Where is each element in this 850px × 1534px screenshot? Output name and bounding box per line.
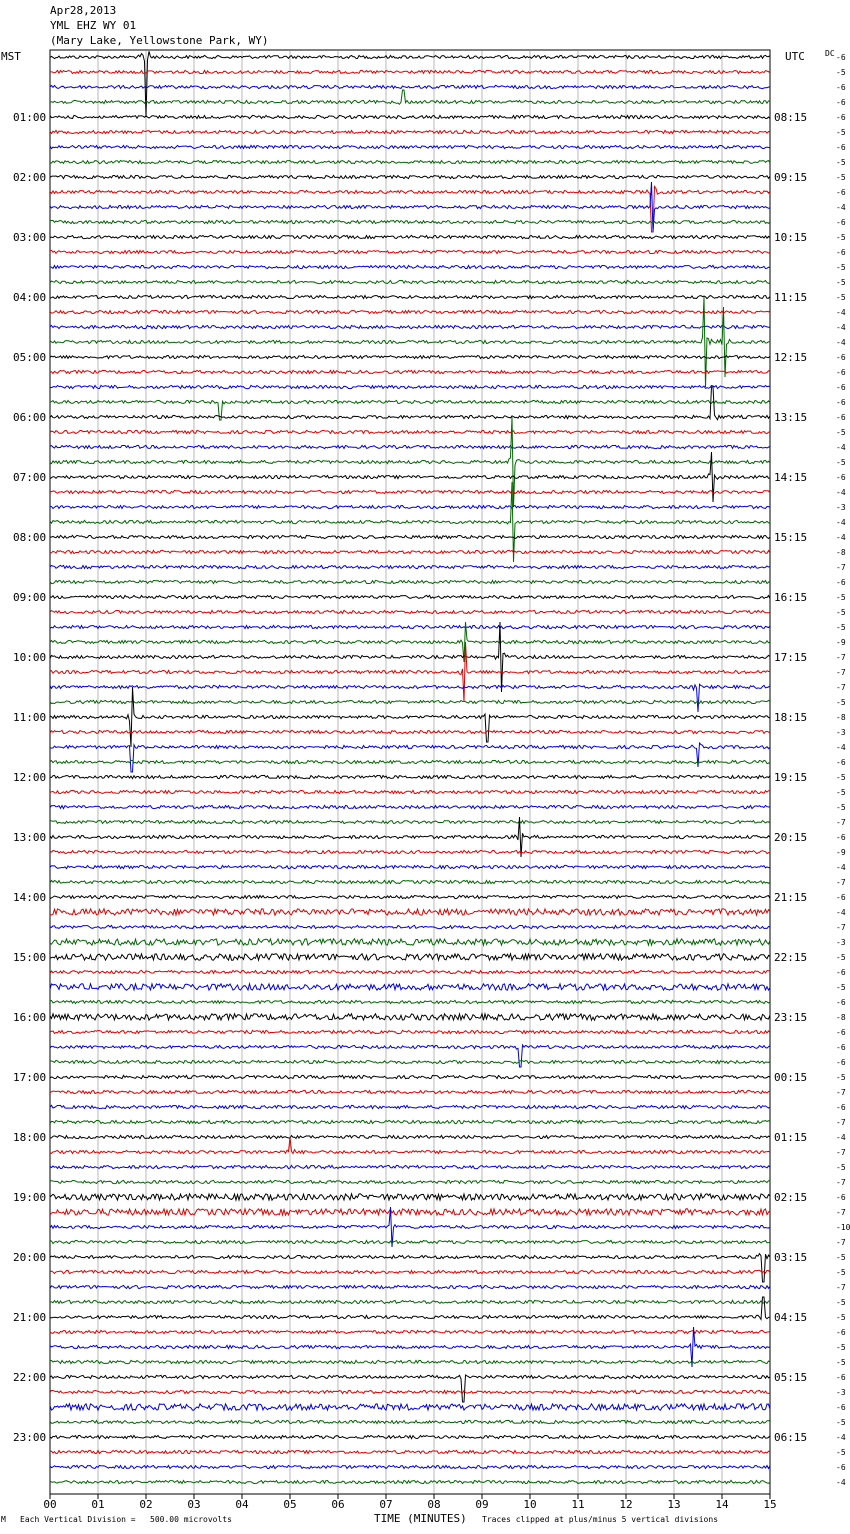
mst-hour-label: 15:00 [13, 951, 47, 964]
seismic-trace [50, 182, 770, 232]
x-tick-label: 15 [763, 1498, 777, 1511]
dc-offset-label: -5 [836, 158, 846, 167]
x-tick-label: 07 [379, 1498, 393, 1511]
seismic-trace [50, 250, 770, 253]
seismic-trace [50, 700, 770, 703]
dc-offset-label: -7 [836, 1283, 846, 1292]
dc-offset-label: -4 [836, 518, 846, 527]
seismic-trace [50, 1300, 770, 1303]
seismic-trace [50, 235, 770, 238]
dc-offset-label: -7 [836, 563, 846, 572]
seismic-trace [50, 51, 770, 117]
seismic-trace [50, 1105, 770, 1108]
utc-hour-label: 21:15 [774, 891, 808, 904]
x-axis-label: TIME (MINUTES) [374, 1512, 467, 1525]
seismic-trace [50, 90, 770, 104]
dc-offset-label: -4 [836, 488, 846, 497]
dc-offset-label: -5 [836, 1418, 846, 1427]
seismic-trace [50, 385, 770, 388]
seismic-trace [50, 1375, 770, 1402]
dc-offset-label: -5 [836, 263, 846, 272]
dc-label: DC [825, 49, 835, 58]
dc-offset-label: -5 [836, 128, 846, 137]
dc-offset-label: -6 [836, 83, 846, 92]
seismic-trace [50, 1420, 770, 1423]
utc-hour-label: 02:15 [774, 1191, 808, 1204]
dc-offset-label: -5 [836, 1343, 846, 1352]
x-tick-label: 03 [187, 1498, 201, 1511]
dc-offset-label: -6 [836, 383, 846, 392]
mst-hour-label: 13:00 [13, 831, 47, 844]
dc-offset-label: -6 [836, 398, 846, 407]
dc-offset-label: -7 [836, 1118, 846, 1127]
seismic-trace [50, 130, 770, 133]
dc-offset-label: -6 [836, 893, 846, 902]
seismic-trace [50, 1060, 770, 1063]
seismic-trace [50, 1450, 770, 1453]
dc-offset-label: -6 [836, 1103, 846, 1112]
seismic-trace [50, 1014, 770, 1020]
dc-offset-label: -6 [836, 1193, 846, 1202]
utc-hour-label: 06:15 [774, 1431, 808, 1444]
dc-offset-label: -6 [836, 218, 846, 227]
dc-offset-label: -6 [836, 833, 846, 842]
scale-note: Each Vertical Division = 500.00 microvolts [20, 1515, 232, 1524]
mst-hour-label: 20:00 [13, 1251, 47, 1264]
seismic-trace [50, 984, 770, 990]
dc-offset-label: -5 [836, 803, 846, 812]
dc-offset-label: -4 [836, 338, 846, 347]
seismic-trace [50, 355, 770, 358]
seismic-trace [50, 1180, 770, 1183]
mst-hour-label: 02:00 [13, 171, 47, 184]
dc-offset-label: -9 [836, 848, 846, 857]
x-tick-label: 05 [283, 1498, 297, 1511]
dc-offset-label: -10 [836, 1223, 850, 1232]
seismic-trace [50, 505, 770, 508]
dc-offset-label: -6 [836, 413, 846, 422]
seismic-trace [50, 909, 770, 915]
dc-offset-label: -5 [836, 1298, 846, 1307]
dc-offset-label: -5 [836, 608, 846, 617]
seismic-trace [50, 610, 770, 613]
mst-hour-label: 23:00 [13, 1431, 47, 1444]
dc-offset-label: -7 [836, 668, 846, 677]
dc-offset-label: -5 [836, 458, 846, 467]
dc-offset-label: -4 [836, 743, 846, 752]
dc-offset-label: -3 [836, 938, 846, 947]
utc-hour-label: 15:15 [774, 531, 808, 544]
dc-offset-label: -5 [836, 1163, 846, 1172]
utc-hour-label: 01:15 [774, 1131, 808, 1144]
mst-zone-label: MST [1, 50, 21, 63]
x-tick-label: 14 [715, 1498, 729, 1511]
seismic-trace [50, 1030, 770, 1033]
seismic-trace [50, 220, 770, 223]
seismic-trace [50, 387, 770, 420]
seismic-trace [50, 175, 770, 178]
x-tick-label: 06 [331, 1498, 345, 1511]
seismic-trace [50, 535, 770, 538]
seismic-trace [50, 687, 770, 747]
seismic-trace [50, 482, 770, 562]
x-tick-label: 09 [475, 1498, 489, 1511]
seismic-trace [50, 1465, 770, 1468]
dc-offset-label: -5 [836, 1313, 846, 1322]
dc-offset-label: -6 [836, 188, 846, 197]
seismic-trace [50, 1090, 770, 1093]
dc-offset-label: -7 [836, 923, 846, 932]
seismic-trace [50, 1137, 770, 1154]
seismic-trace [50, 1045, 770, 1067]
seismic-trace [50, 622, 770, 692]
seismic-trace [50, 790, 770, 793]
seismic-trace [50, 1120, 770, 1123]
dc-offset-label: -4 [836, 308, 846, 317]
dc-offset-label: -6 [836, 473, 846, 482]
dc-offset-label: -3 [836, 728, 846, 737]
dc-offset-label: -9 [836, 638, 846, 647]
dc-offset-label: -5 [836, 173, 846, 182]
seismogram-date: Apr28,2013 [50, 4, 117, 17]
dc-offset-label: -6 [836, 353, 846, 362]
seismic-trace [50, 1480, 770, 1483]
seismic-trace [50, 775, 770, 778]
dc-offset-label: -5 [836, 953, 846, 962]
mst-hour-label: 22:00 [13, 1371, 47, 1384]
x-tick-label: 00 [43, 1498, 57, 1511]
seismic-trace [50, 565, 770, 568]
seismic-trace [50, 743, 770, 772]
x-tick-label: 08 [427, 1498, 441, 1511]
dc-offset-label: -7 [836, 1088, 846, 1097]
seismic-trace [50, 895, 770, 898]
utc-hour-label: 05:15 [774, 1371, 808, 1384]
dc-offset-label: -6 [836, 758, 846, 767]
seismic-trace [50, 850, 770, 853]
mst-hour-label: 08:00 [13, 531, 47, 544]
x-tick-label: 13 [667, 1498, 681, 1511]
x-tick-label: 04 [235, 1498, 249, 1511]
dc-offset-label: -7 [836, 818, 846, 827]
seismic-trace [50, 939, 770, 945]
seismic-trace [50, 145, 770, 148]
dc-offset-label: -6 [836, 998, 846, 1007]
dc-offset-label: -4 [836, 533, 846, 542]
dc-offset-label: -5 [836, 1073, 846, 1082]
dc-offset-label: -4 [836, 1133, 846, 1142]
dc-offset-label: -4 [836, 863, 846, 872]
seismic-trace [50, 805, 770, 808]
dc-offset-label: -4 [836, 908, 846, 917]
seismic-trace [50, 1404, 770, 1410]
utc-hour-label: 13:15 [774, 411, 808, 424]
dc-offset-label: -6 [836, 113, 846, 122]
dc-offset-label: -5 [836, 428, 846, 437]
dc-offset-label: -4 [836, 1478, 846, 1487]
seismic-trace [50, 1000, 770, 1003]
seismic-trace [50, 115, 770, 118]
mst-hour-label: 01:00 [13, 111, 47, 124]
mst-hour-label: 14:00 [13, 891, 47, 904]
seismic-trace [50, 730, 770, 733]
utc-hour-label: 16:15 [774, 591, 808, 604]
seismic-trace [50, 265, 770, 268]
station-code: YML EHZ WY 01 [50, 19, 137, 32]
utc-hour-label: 19:15 [774, 771, 808, 784]
dc-offset-label: -7 [836, 1178, 846, 1187]
dc-offset-label: -3 [836, 503, 846, 512]
seismic-trace [50, 1194, 770, 1200]
mst-hour-label: 19:00 [13, 1191, 47, 1204]
dc-offset-label: -7 [836, 1148, 846, 1157]
utc-hour-label: 00:15 [774, 1071, 808, 1084]
dc-offset-label: -3 [836, 1388, 846, 1397]
utc-hour-label: 23:15 [774, 1011, 808, 1024]
station-location: (Mary Lake, Yellowstone Park, WY) [50, 34, 269, 47]
dc-offset-label: -6 [836, 1028, 846, 1037]
seismic-trace [50, 1254, 770, 1282]
dc-offset-label: -6 [836, 1328, 846, 1337]
utc-zone-label: UTC [785, 50, 805, 63]
seismic-trace [50, 820, 770, 823]
dc-offset-label: -6 [836, 1403, 846, 1412]
x-tick-label: 01 [91, 1498, 105, 1511]
dc-offset-label: -7 [836, 653, 846, 662]
dc-offset-label: -6 [836, 248, 846, 257]
seismic-trace [50, 452, 770, 502]
x-tick-label: 10 [523, 1498, 537, 1511]
seismic-trace [50, 85, 770, 88]
dc-offset-label: -5 [836, 1448, 846, 1457]
seismic-trace [50, 1330, 770, 1333]
dc-offset-label: -5 [836, 698, 846, 707]
mst-hour-label: 07:00 [13, 471, 47, 484]
dc-offset-label: -6 [836, 1463, 846, 1472]
seismic-trace [50, 1270, 770, 1273]
seismic-trace [50, 625, 770, 628]
dc-offset-label: -5 [836, 293, 846, 302]
dc-offset-label: -7 [836, 878, 846, 887]
utc-hour-label: 04:15 [774, 1311, 808, 1324]
x-tick-label: 12 [619, 1498, 633, 1511]
dc-offset-label: -6 [836, 1058, 846, 1067]
dc-offset-label: -4 [836, 443, 846, 452]
seismic-trace [50, 445, 770, 448]
seismic-trace [50, 295, 770, 298]
mst-hour-label: 12:00 [13, 771, 47, 784]
dc-offset-label: -5 [836, 1253, 846, 1262]
seismic-trace [50, 187, 770, 233]
dc-offset-label: -6 [836, 968, 846, 977]
dc-offset-label: -8 [836, 548, 846, 557]
mst-hour-label: 10:00 [13, 651, 47, 664]
dc-offset-label: -4 [836, 1433, 846, 1442]
dc-offset-label: -7 [836, 1208, 846, 1217]
x-tick-label: 11 [571, 1498, 585, 1511]
utc-hour-label: 14:15 [774, 471, 808, 484]
seismic-trace [50, 310, 770, 313]
dc-offset-label: -6 [836, 368, 846, 377]
seismic-trace [50, 925, 770, 928]
utc-hour-label: 17:15 [774, 651, 808, 664]
utc-hour-label: 11:15 [774, 291, 808, 304]
dc-offset-label: -5 [836, 68, 846, 77]
seismic-trace [50, 642, 770, 702]
mst-hour-label: 16:00 [13, 1011, 47, 1024]
dc-offset-label: -7 [836, 1238, 846, 1247]
seismic-trace [50, 684, 770, 712]
seismic-trace [50, 160, 770, 163]
seismic-trace [50, 1390, 770, 1393]
seismic-trace [50, 595, 770, 598]
corner-mark: M [1, 1515, 6, 1524]
utc-hour-label: 12:15 [774, 351, 808, 364]
dc-offset-label: -5 [836, 788, 846, 797]
seismic-trace [50, 1435, 770, 1438]
dc-offset-label: -7 [836, 683, 846, 692]
seismic-trace [50, 370, 770, 373]
dc-offset-label: -5 [836, 983, 846, 992]
dc-offset-label: -8 [836, 1013, 846, 1022]
x-tick-label: 02 [139, 1498, 153, 1511]
seismic-trace [50, 1285, 770, 1288]
mst-hour-label: 04:00 [13, 291, 47, 304]
dc-offset-label: -6 [836, 1043, 846, 1052]
seismic-trace [50, 280, 770, 283]
seismic-trace [50, 1135, 770, 1138]
mst-hour-label: 03:00 [13, 231, 47, 244]
utc-hour-label: 20:15 [774, 831, 808, 844]
dc-offset-label: -6 [836, 1373, 846, 1382]
utc-hour-label: 09:15 [774, 171, 808, 184]
seismic-trace [50, 1209, 770, 1215]
dc-offset-label: -6 [836, 578, 846, 587]
utc-hour-label: 10:15 [774, 231, 808, 244]
mst-hour-label: 09:00 [13, 591, 47, 604]
dc-offset-label: -5 [836, 1358, 846, 1367]
dc-offset-label: -5 [836, 1268, 846, 1277]
seismic-trace [50, 70, 770, 73]
seismic-trace [50, 580, 770, 583]
utc-hour-label: 08:15 [774, 111, 808, 124]
utc-hour-label: 18:15 [774, 711, 808, 724]
seismic-trace [50, 1075, 770, 1078]
dc-offset-label: -6 [836, 98, 846, 107]
dc-offset-label: -4 [836, 323, 846, 332]
seismic-trace [50, 760, 770, 763]
utc-hour-label: 22:15 [774, 951, 808, 964]
utc-hour-label: 03:15 [774, 1251, 808, 1264]
dc-offset-label: -6 [836, 143, 846, 152]
dc-offset-label: -8 [836, 713, 846, 722]
dc-offset-label: -4 [836, 203, 846, 212]
seismic-trace [50, 865, 770, 868]
clip-note: Traces clipped at plus/minus 5 vertical divisions [482, 1515, 719, 1524]
dc-offset-label: -5 [836, 278, 846, 287]
seismic-trace [50, 325, 770, 328]
seismic-trace [50, 880, 770, 883]
mst-hour-label: 11:00 [13, 711, 47, 724]
dc-offset-label: -6 [836, 53, 846, 62]
dc-offset-label: -5 [836, 623, 846, 632]
mst-hour-label: 21:00 [13, 1311, 47, 1324]
dc-offset-label: -5 [836, 233, 846, 242]
seismic-trace [50, 954, 770, 960]
mst-hour-label: 17:00 [13, 1071, 47, 1084]
dc-offset-label: -5 [836, 593, 846, 602]
mst-hour-label: 05:00 [13, 351, 47, 364]
dc-offset-label: -5 [836, 773, 846, 782]
seismic-trace [50, 550, 770, 553]
mst-hour-label: 06:00 [13, 411, 47, 424]
seismic-trace [50, 1240, 770, 1243]
seismic-trace [50, 430, 770, 433]
seismic-trace [50, 1360, 770, 1363]
seismic-trace [50, 970, 770, 973]
seismic-trace [50, 490, 770, 493]
seismic-trace [50, 1165, 770, 1168]
mst-hour-label: 18:00 [13, 1131, 47, 1144]
